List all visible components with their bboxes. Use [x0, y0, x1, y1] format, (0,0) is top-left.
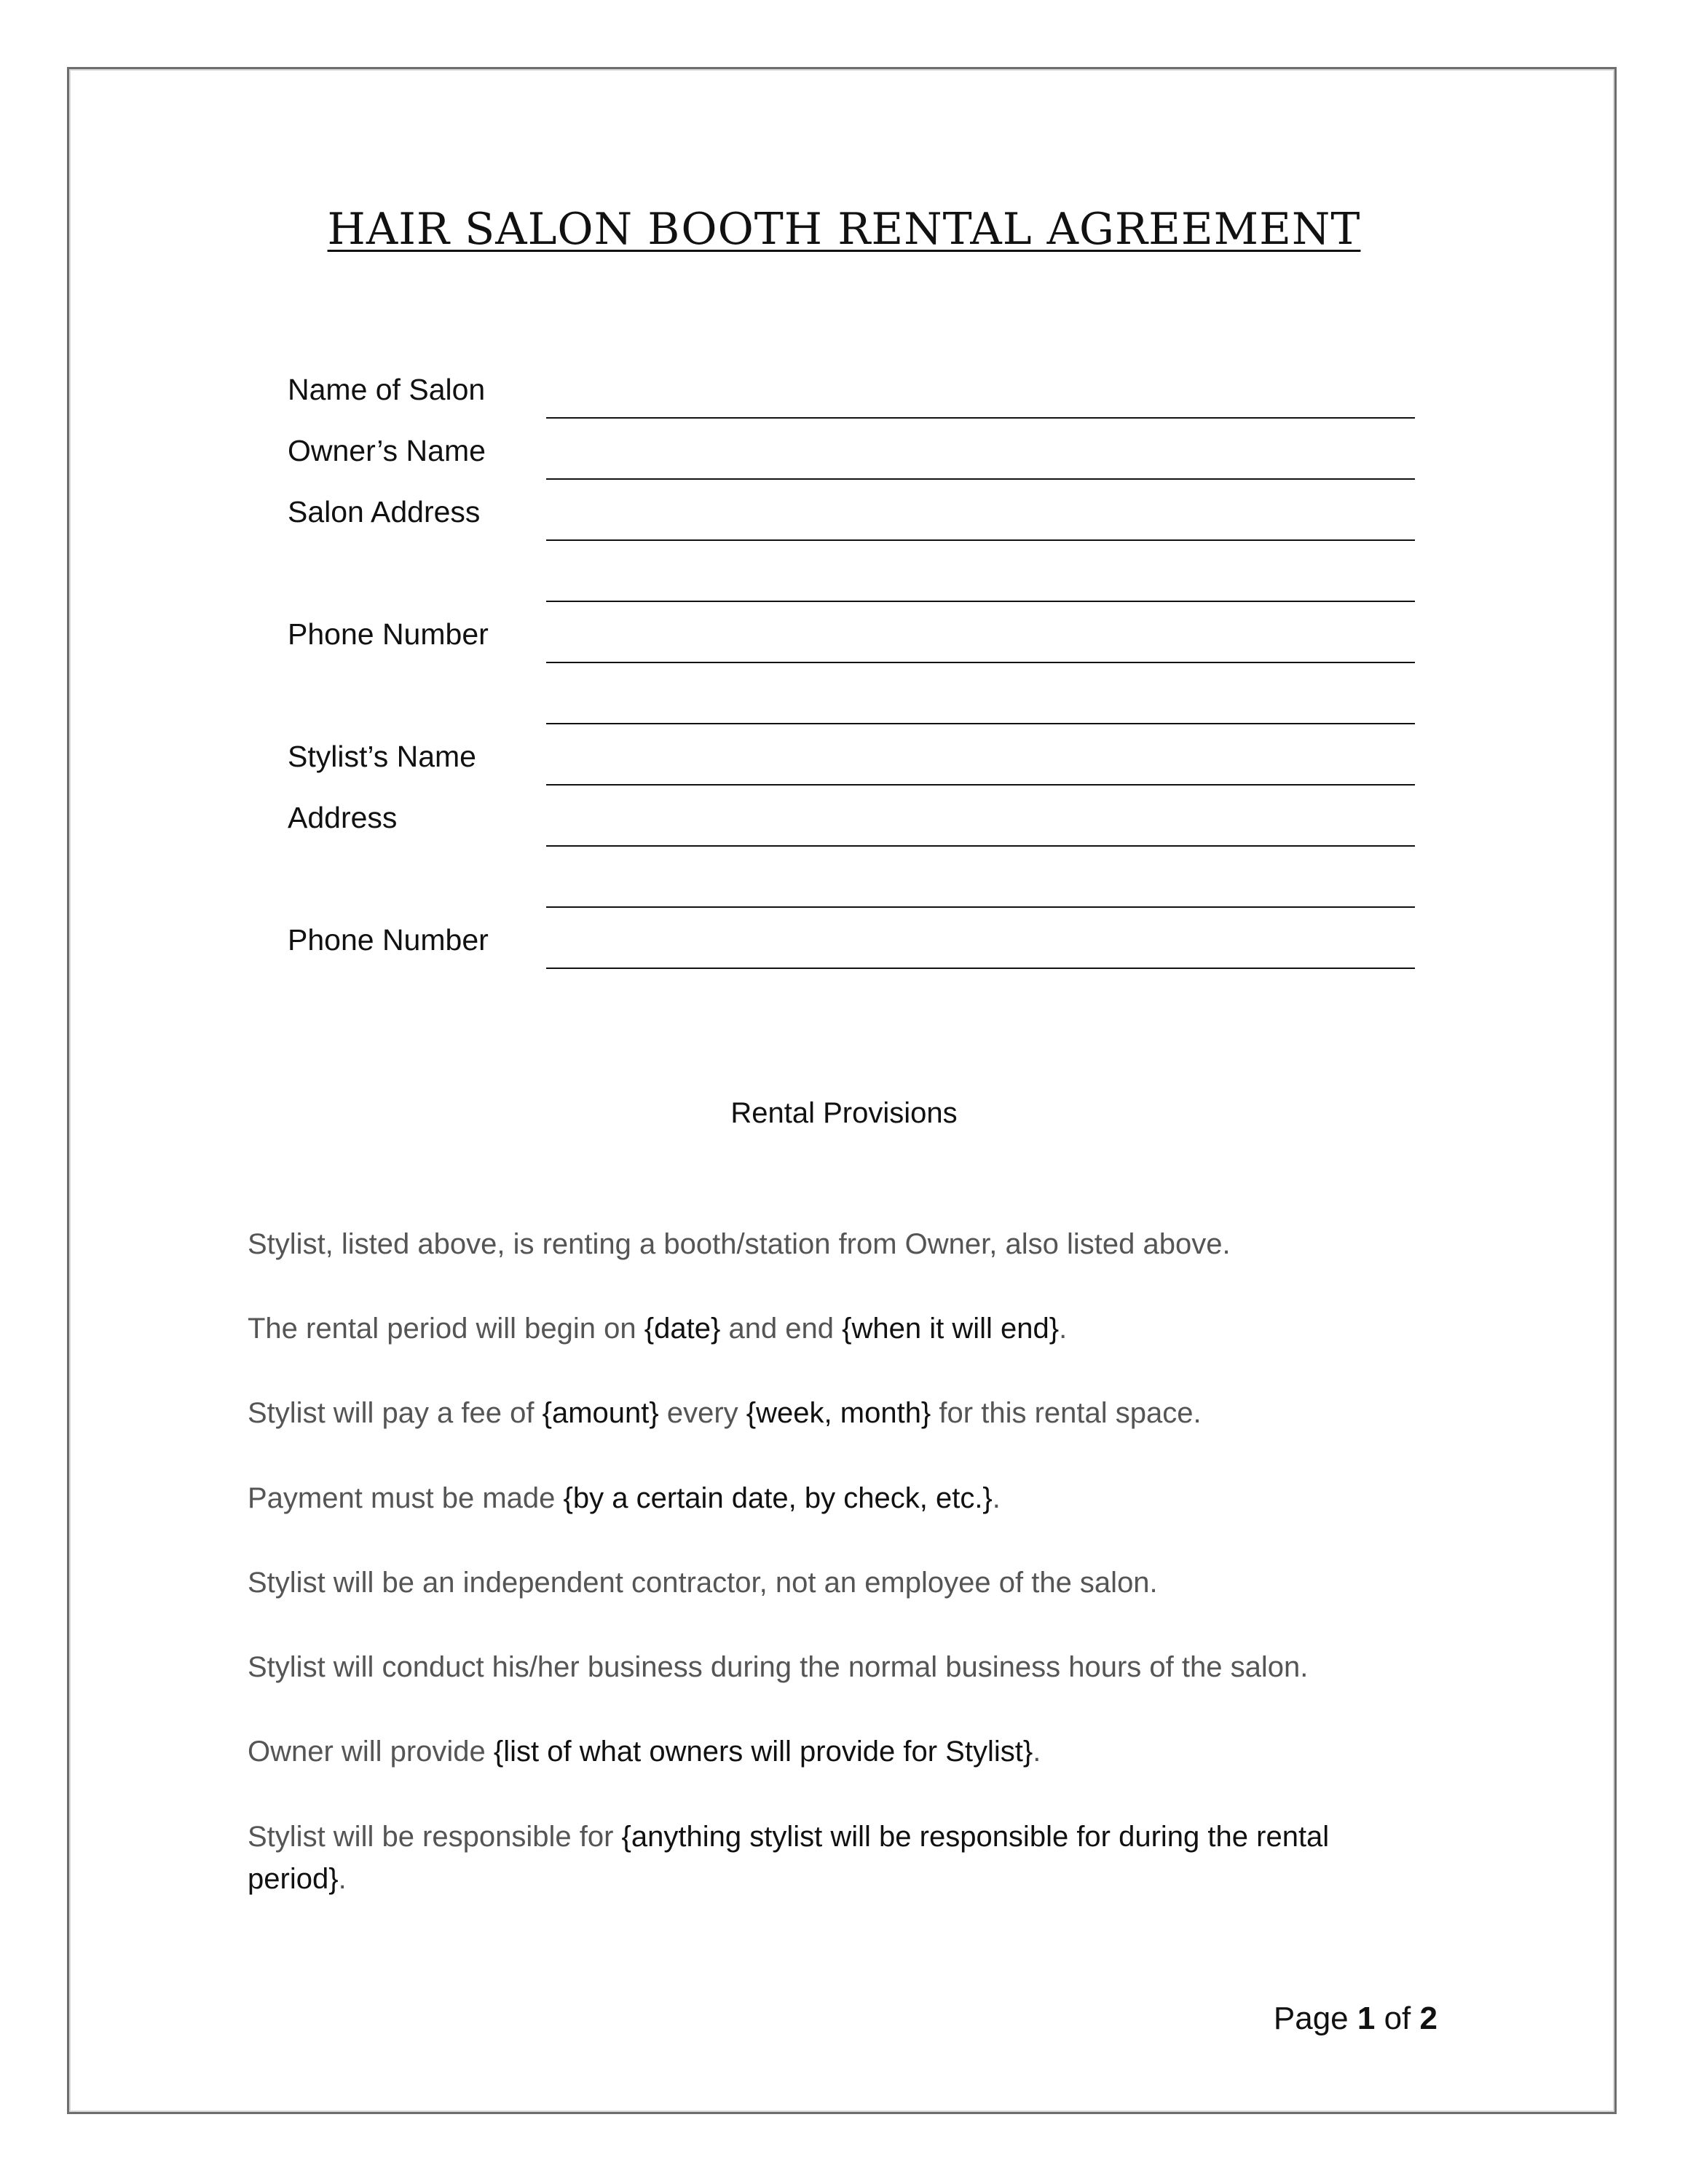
- field-label-stylist-phone: Phone Number: [288, 923, 489, 957]
- provision-text: The rental period will begin on: [248, 1313, 644, 1345]
- provision-paragraph: [248, 1307, 1427, 1350]
- stylist-address-line-2[interactable]: [546, 906, 1415, 908]
- document-title-text: HAIR SALON BOOTH RENTAL AGREEMENT: [327, 204, 1361, 255]
- placeholder-end-date: {when it will end}: [842, 1313, 1060, 1345]
- provision-text: Stylist will conduct his/her business during the normal business hours of the salon.: [248, 1651, 1309, 1683]
- salon-name-line[interactable]: [546, 417, 1415, 419]
- provision-text: Stylist will be responsible for: [248, 1821, 622, 1853]
- provision-text: Stylist will be an independent contractor, not an employee of the salon.: [248, 1567, 1158, 1599]
- provision-paragraph: [248, 1730, 1427, 1773]
- field-label-salon-phone: Phone Number: [288, 617, 489, 651]
- section-heading-rental-provisions: Rental Provisions: [730, 1097, 958, 1129]
- field-label-stylist-name: Stylist’s Name: [288, 740, 476, 773]
- provision-paragraph: [248, 1646, 1427, 1688]
- salon-address-line-2[interactable]: [546, 601, 1415, 602]
- provision-text: Stylist will pay a fee of: [248, 1397, 543, 1429]
- field-label-stylist-address: Address: [288, 801, 398, 834]
- provision-text: .: [1033, 1736, 1041, 1768]
- page-number-total: 2: [1419, 2001, 1437, 2036]
- provision-text: and end: [720, 1313, 843, 1345]
- salon-phone-line[interactable]: [546, 662, 1415, 663]
- stylist-address-line-1[interactable]: [546, 845, 1415, 847]
- owner-name-line[interactable]: [546, 478, 1415, 480]
- provision-text: .: [338, 1863, 347, 1895]
- field-label-salon-name: Name of Salon: [288, 373, 486, 406]
- provision-text: Owner will provide: [248, 1736, 494, 1768]
- placeholder-payment-terms: {by a certain date, by check, etc.}: [563, 1482, 993, 1514]
- provision-paragraph: [248, 1477, 1427, 1519]
- page-number-current: 1: [1357, 2001, 1376, 2036]
- field-label-salon-address: Salon Address: [288, 495, 481, 529]
- provision-text: Stylist, listed above, is renting a booth/station from Owner, also listed above.: [248, 1228, 1231, 1260]
- placeholder-period: {week, month}: [746, 1397, 931, 1429]
- provision-text: .: [1059, 1313, 1068, 1345]
- provision-text: for this rental space.: [931, 1397, 1202, 1429]
- page-number: [1274, 2001, 1437, 2037]
- provision-paragraph: [248, 1562, 1427, 1604]
- provision-paragraph: [248, 1223, 1427, 1265]
- placeholder-owner-provides: {list of what owners will provide for Stylist}: [493, 1736, 1033, 1768]
- page-number-separator: of: [1375, 2001, 1420, 2036]
- provision-text: Payment must be made: [248, 1482, 564, 1514]
- field-label-owner-name: Owner’s Name: [288, 434, 486, 467]
- extra-line[interactable]: [546, 723, 1415, 724]
- provision-paragraph: [248, 1392, 1427, 1434]
- provision-text: every: [658, 1397, 746, 1429]
- document-title: [0, 204, 1688, 255]
- provision-text: .: [992, 1482, 1001, 1514]
- provision-paragraph: [248, 1816, 1427, 1900]
- placeholder-stylist-responsibilities: {anything stylist will be responsible for during the rental period}: [248, 1821, 1330, 1895]
- placeholder-date: {date}: [644, 1313, 721, 1345]
- salon-address-line-1[interactable]: [546, 539, 1415, 541]
- stylist-phone-line[interactable]: [546, 968, 1415, 969]
- page-number-prefix: Page: [1273, 2001, 1357, 2036]
- placeholder-amount: {amount}: [542, 1397, 659, 1429]
- stylist-name-line[interactable]: [546, 784, 1415, 786]
